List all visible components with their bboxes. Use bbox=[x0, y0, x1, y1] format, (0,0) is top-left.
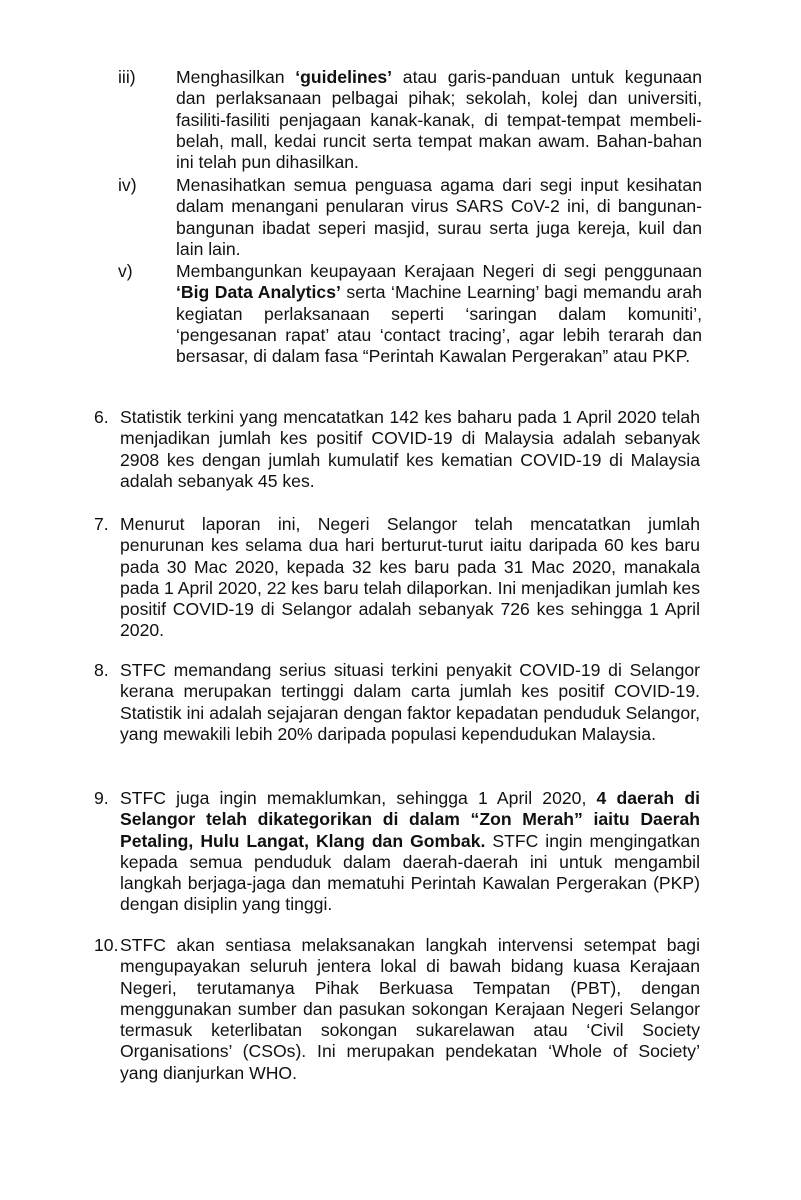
sub-item-number: iii) bbox=[118, 67, 136, 87]
paragraph-number: 9. bbox=[94, 788, 109, 808]
paragraph-text: STFC juga ingin memaklumkan, sehingga 1 April 2020, 4 daerah di Selangor telah dikategorikan di dalam “Zon Merah” iaitu Daerah Petaling, Hulu Langat, Klang dan Gombak. STFC ingin mengingatkan kepada semua penduduk dalam daerah-daerah ini untuk mengambil langkah berjaga-jaga dan mematuhi Perintah Kawalan Pergerakan (PKP) dengan disiplin yang tinggi. bbox=[120, 788, 700, 915]
sub-item-number: v) bbox=[118, 261, 133, 281]
sub-item-text: Membangunkan keupayaan Kerajaan Negeri di segi penggunaan ‘Big Data Analytics’ serta ‘Machine Learning’ bagi memandu arah kegiatan perlaksanaan seperti ‘saringan dalam komuniti’, ‘pengesanan rapat’ atau ‘contact tracing’, agar lebih terarah dan bersasar, di dalam fasa “Perintah Kawalan Pergerakan” atau PKP. bbox=[176, 261, 702, 367]
paragraph-6 bbox=[94, 407, 700, 492]
paragraph-text: STFC memandang serius situasi terkini penyakit COVID-19 di Selangor kerana merupakan tertinggi dalam carta jumlah kes positif COVID-19. Statistik ini adalah sejajaran dengan faktor kepadatan penduduk Selangor, yang mewakili lebih 20% daripada populasi kependudukan Malaysia. bbox=[120, 660, 700, 744]
paragraph-text: Menurut laporan ini, Negeri Selangor telah mencatatkan jumlah penurunan kes selama dua hari berturut-turut iaitu daripada 60 kes baru pada 30 Mac 2020, kepada 32 kes baru pada 31 Mac 2020, manakala pada 1 April 2020, 22 kes baru telah dilaporkan. Ini menjadikan jumlah kes positif COVID-19 di Selangor adalah sebanyak 726 kes sehingga 1 April 2020. bbox=[120, 514, 700, 641]
sub-item-text: Menghasilkan ‘guidelines’ atau garis-panduan untuk kegunaan dan perlaksanaan pelbagai pihak; sekolah, kolej dan universiti, fasiliti-fasiliti penjagaan kanak-kanak, di tempat-tempat membeli-belah, mall, kedai runcit serta tempat makan awam. Bahan-bahan ini telah pun dihasilkan. bbox=[176, 67, 702, 173]
paragraph-number: 8. bbox=[94, 660, 109, 680]
sub-item-iv bbox=[118, 175, 702, 260]
paragraph-8 bbox=[94, 660, 700, 745]
bold-term: ‘guidelines’ bbox=[295, 67, 393, 87]
sub-item-iii bbox=[118, 67, 702, 173]
bold-term: ‘Big Data Analytics’ bbox=[176, 282, 341, 303]
sub-item-v bbox=[118, 261, 702, 367]
sub-item-number: iv) bbox=[118, 175, 137, 195]
paragraph-number: 10. bbox=[94, 935, 119, 955]
paragraph-text: STFC akan sentiasa melaksanakan langkah intervensi setempat bagi mengupayakan seluruh jentera lokal di bawah bidang kuasa Kerajaan Negeri, terutamanya Pihak Berkuasa Tempatan (PBT), dengan menggunakan sumber dan pasukan sokongan Kerajaan Negeri Selangor termasuk keterlibatan sokongan sukarelawan atau ‘Civil Society Organisations’ (CSOs). Ini merupakan pendekatan ‘Whole of Society’ yang dianjurkan WHO. bbox=[120, 935, 700, 1083]
paragraph-number: 7. bbox=[94, 514, 109, 534]
paragraph-7 bbox=[94, 514, 700, 642]
paragraph-10 bbox=[94, 935, 700, 1084]
bold-statement: 4 daerah di Selangor telah dikategorikan di dalam “Zon Merah” iaitu Daerah Petaling, Hulu Langat, Klang dan Gombak. bbox=[120, 788, 700, 851]
paragraph-9 bbox=[94, 788, 700, 916]
sub-item-text: Menasihatkan semua penguasa agama dari segi input kesihatan dalam menangani penularan virus SARS CoV-2 ini, di bangunan-bangunan ibadat seperi masjid, surau serta juga kereja, kuil dan lain lain. bbox=[176, 175, 702, 259]
paragraph-text: Statistik terkini yang mencatatkan 142 kes baharu pada 1 April 2020 telah menjadikan jumlah kes positif COVID-19 di Malaysia adalah sebanyak 2908 kes dengan jumlah kumulatif kes kematian COVID-19 di Malaysia adalah sebanyak 45 kes. bbox=[120, 407, 700, 491]
paragraph-number: 6. bbox=[94, 407, 109, 427]
